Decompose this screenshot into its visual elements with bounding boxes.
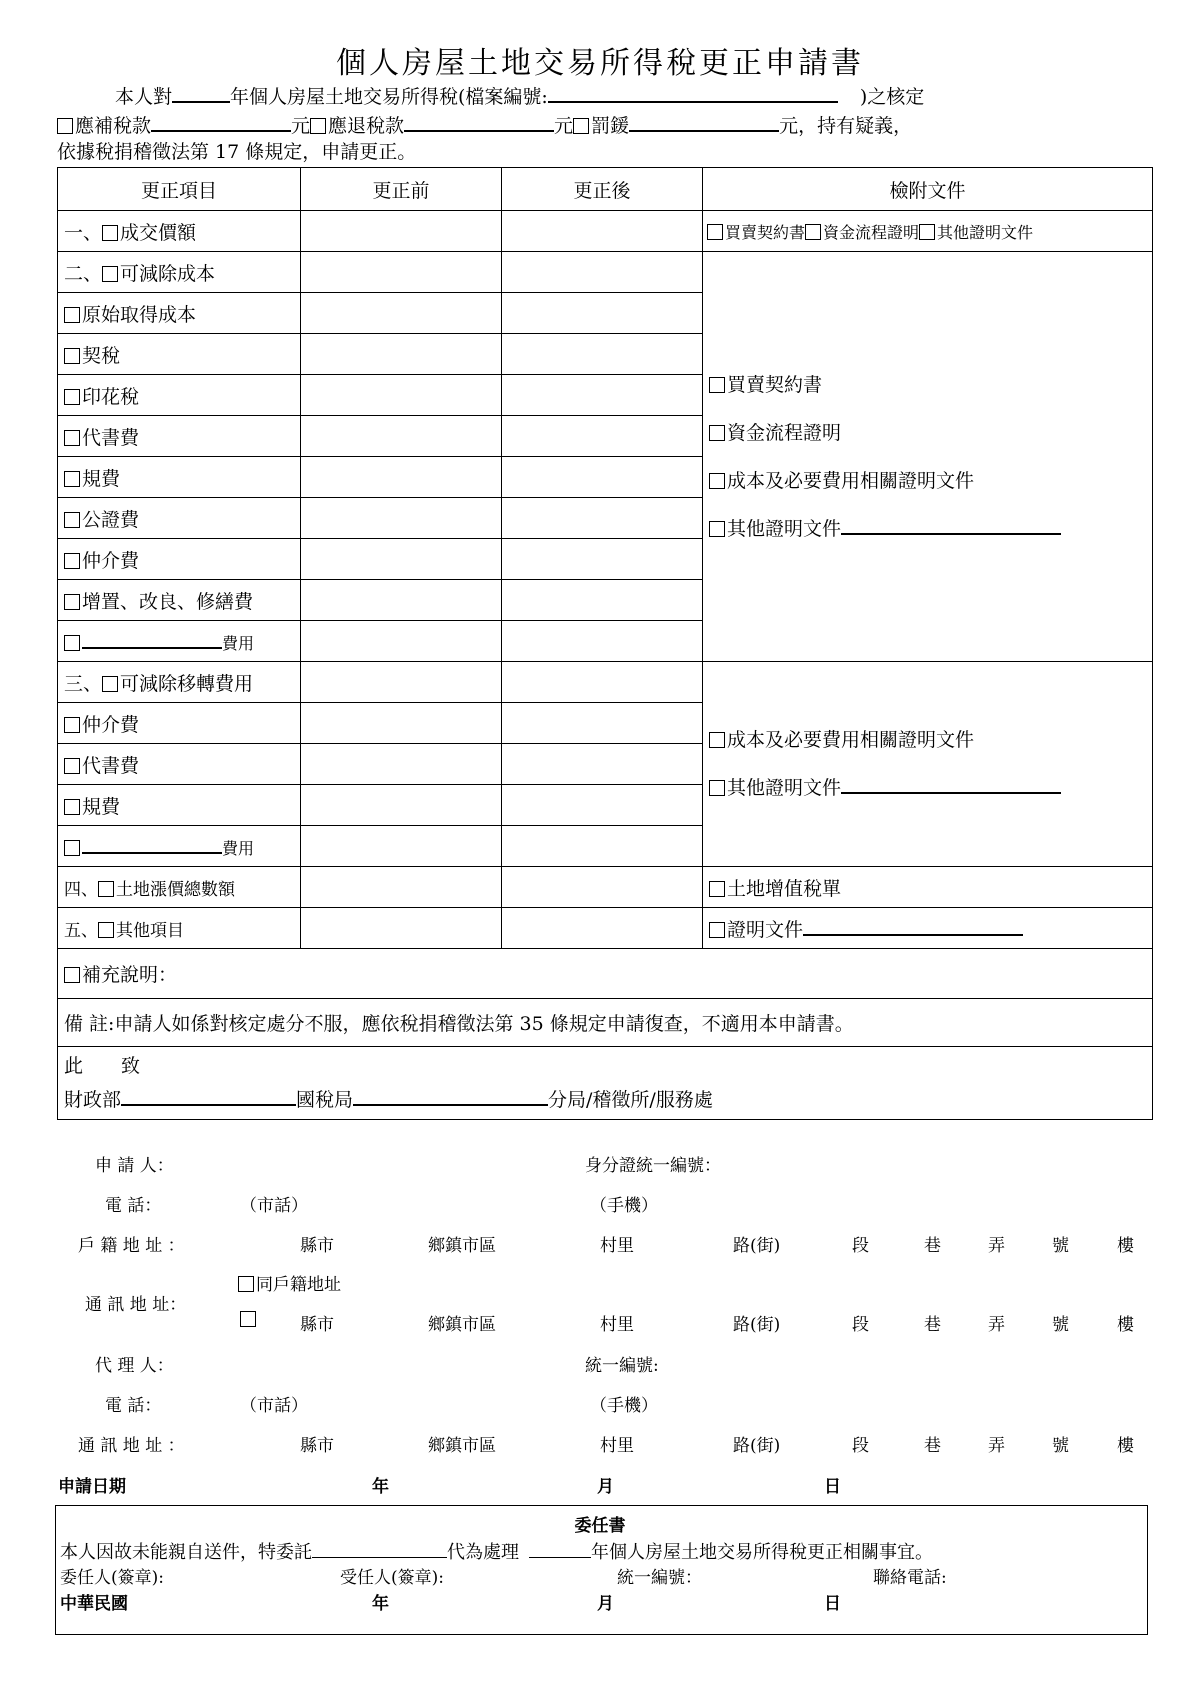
addr-village: 村里 (600, 1236, 634, 1256)
addr-lane: 巷 (924, 1236, 941, 1256)
cost-item (58, 580, 301, 621)
addr-township: 鄉鎮市區 (428, 1436, 496, 1456)
section-label: 可減除成本 (120, 262, 216, 285)
same-household-option (238, 1270, 341, 1295)
item-checkbox[interactable] (64, 840, 80, 856)
item-label: 原始取得成本 (82, 303, 197, 326)
after-cell[interactable] (502, 457, 703, 498)
item-checkbox[interactable] (64, 635, 80, 651)
doc-label: 資金流程證明 (727, 421, 842, 444)
agent-unified-no-label: 統一編號: (585, 1356, 659, 1376)
cost-item (58, 416, 301, 457)
refund-label: 應退稅款 (328, 115, 405, 137)
principal-label: 委任人(簽章): (60, 1568, 164, 1588)
item-checkbox[interactable] (64, 512, 80, 528)
supplement-checkbox[interactable] (64, 967, 80, 983)
before-cell[interactable] (301, 662, 502, 703)
section-number: 三、 (64, 672, 103, 695)
addr-alley: 弄 (988, 1436, 1005, 1456)
apply-date-label: 申請日期 (58, 1477, 126, 1497)
correction-table (57, 167, 1153, 1120)
mof-label: 財政部 (64, 1089, 122, 1111)
mandate-text-c: 年個人房屋土地交易所得稅更正相關事宜。 (591, 1542, 933, 1563)
applicant-label: 申 請 人： (95, 1156, 174, 1176)
item-checkbox[interactable] (64, 553, 80, 569)
before-cell[interactable] (301, 621, 502, 662)
intro-line-1 (115, 83, 924, 109)
doc-checkbox[interactable] (709, 922, 725, 938)
item-checkbox[interactable] (98, 881, 114, 897)
doc-checkbox[interactable] (919, 224, 935, 240)
header-before: 更正前 (301, 168, 502, 211)
item-label: 公證費 (82, 508, 140, 531)
section-number: 一、 (64, 221, 103, 244)
cost-item (58, 457, 301, 498)
item-label: 代書費 (82, 426, 140, 449)
item-checkbox[interactable] (98, 922, 114, 938)
addr-floor: 樓 (1117, 1436, 1134, 1456)
payable-amount-field[interactable] (151, 112, 291, 132)
doc-checkbox[interactable] (709, 425, 725, 441)
after-cell[interactable] (502, 252, 703, 293)
intro-line-3: 依據稅捐稽徵法第 17 條規定，申請更正。 (57, 141, 417, 163)
payable-checkbox[interactable] (57, 118, 73, 134)
agent-phone-label: 電 話： (105, 1396, 162, 1416)
section-number: 二、 (64, 262, 103, 285)
branch-label: 分局/稽徵所/服務處 (548, 1089, 713, 1111)
mandate-day-label: 日 (824, 1594, 841, 1614)
transfer-item-custom (58, 826, 301, 867)
addr-lane: 巷 (924, 1315, 941, 1335)
roc-date-label: 中華民國 (60, 1594, 128, 1614)
doc-line (709, 409, 1146, 457)
mandate-month-label: 月 (597, 1594, 614, 1614)
mandate-text-a: 本人因故未能親自送件，特委託 (60, 1542, 312, 1563)
after-cell[interactable] (502, 211, 703, 252)
household-address-label: 戶 籍 地 址 ： (78, 1236, 185, 1256)
section2-title (58, 252, 301, 293)
item-label: 規費 (82, 795, 121, 818)
item-checkbox[interactable] (102, 676, 118, 692)
intro-text: 本人對 (115, 86, 173, 108)
header-after: 更正後 (502, 168, 703, 211)
other-address-option (240, 1310, 258, 1330)
cost-item (58, 293, 301, 334)
fine-label: 罰鍰 (591, 115, 630, 137)
intro-line-2 (57, 112, 912, 138)
addr-road: 路(街) (733, 1236, 781, 1256)
before-cell[interactable] (301, 580, 502, 621)
item-checkbox[interactable] (64, 594, 80, 610)
doc-line (709, 361, 1146, 409)
after-cell[interactable] (502, 416, 703, 457)
intro-text: )之核定 (859, 86, 925, 108)
proof-doc-field[interactable] (803, 916, 1023, 936)
fee-suffix: 費用 (222, 838, 255, 858)
item-checkbox[interactable] (64, 430, 80, 446)
other-doc-field[interactable] (841, 515, 1061, 535)
item-checkbox[interactable] (64, 348, 80, 364)
item-checkbox[interactable] (64, 389, 80, 405)
doc-checkbox[interactable] (709, 473, 725, 489)
bureau-label: 國稅局 (296, 1089, 354, 1111)
section-label: 可減除移轉費用 (120, 672, 254, 695)
doc-line (709, 716, 1146, 764)
after-cell[interactable] (502, 867, 703, 908)
addr-lane: 巷 (924, 1436, 941, 1456)
after-cell[interactable] (502, 908, 703, 949)
doc-checkbox[interactable] (707, 224, 723, 240)
section-label: 其他項目 (116, 920, 184, 941)
remark-row: 備 註:申請人如係對核定處分不服，應依稅捐稽徵法第 35 條規定申請復查，不適用本申請書。 (58, 999, 1153, 1047)
section3-docs (703, 662, 1153, 867)
after-cell[interactable] (502, 293, 703, 334)
addr-number: 號 (1052, 1315, 1069, 1335)
addr-county: 縣市 (300, 1236, 334, 1256)
addr-number: 號 (1052, 1436, 1069, 1456)
doc-line (709, 505, 1146, 553)
item-checkbox[interactable] (64, 758, 80, 774)
doc-label: 證明文件 (727, 918, 804, 941)
mandatee-field[interactable] (312, 1541, 447, 1558)
bureau-field[interactable] (353, 1086, 548, 1106)
doc-label: 其他證明文件 (727, 777, 842, 799)
doc-label: 資金流程證明 (823, 222, 920, 242)
fine-amount-field[interactable] (629, 112, 779, 132)
addr-road: 路(街) (733, 1315, 781, 1335)
addr-county: 縣市 (300, 1436, 334, 1456)
addr-floor: 樓 (1117, 1315, 1134, 1335)
custom-fee-field[interactable] (82, 834, 222, 854)
before-cell[interactable] (301, 457, 502, 498)
doc-checkbox[interactable] (709, 881, 725, 897)
doc-label: 成本及必要費用相關證明文件 (727, 729, 975, 751)
after-cell[interactable] (502, 621, 703, 662)
after-cell[interactable] (502, 498, 703, 539)
mail-address-label: 通 訊 地 址： (85, 1295, 187, 1315)
file-number-field[interactable] (548, 83, 838, 103)
cost-item (58, 334, 301, 375)
mobile-label: （手機） (590, 1196, 658, 1216)
doc-checkbox[interactable] (709, 732, 725, 748)
mandate-year-label: 年 (372, 1594, 389, 1614)
addr-floor: 樓 (1117, 1236, 1134, 1256)
other-doc-field[interactable] (841, 774, 1061, 794)
addr-alley: 弄 (988, 1315, 1005, 1335)
before-cell[interactable] (301, 416, 502, 457)
doc-checkbox[interactable] (709, 780, 725, 796)
cost-item (58, 375, 301, 416)
doc-label: 其他證明文件 (937, 222, 1034, 242)
doc-label: 土地增值稅單 (727, 877, 842, 900)
mandate-year-field[interactable] (529, 1541, 591, 1558)
before-cell[interactable] (301, 703, 502, 744)
after-cell[interactable] (502, 375, 703, 416)
before-cell[interactable] (301, 498, 502, 539)
mof-field[interactable] (121, 1086, 296, 1106)
mandate-text-b: 代為處理 (447, 1542, 519, 1563)
addr-township: 鄉鎮市區 (428, 1315, 496, 1335)
item-checkbox[interactable] (64, 717, 80, 733)
doc-label: 買賣契約書 (727, 373, 823, 396)
after-cell[interactable] (502, 334, 703, 375)
unit-text: 元，持有疑義， (779, 115, 913, 137)
doc-label: 買賣契約書 (725, 222, 806, 242)
header-item: 更正項目 (58, 168, 301, 211)
phone-label: 電 話： (105, 1196, 162, 1216)
addr-county: 縣市 (300, 1315, 334, 1335)
landline-label: （市話） (240, 1196, 308, 1216)
addr-village: 村里 (600, 1315, 634, 1335)
addressee-line-2 (64, 1083, 1146, 1117)
doc-label: 成本及必要費用相關證明文件 (727, 469, 975, 492)
mandatee-label: 受任人(簽章): (340, 1568, 444, 1588)
doc-checkbox[interactable] (709, 521, 725, 537)
doc-checkbox[interactable] (709, 377, 725, 393)
section4-docs (703, 867, 1153, 908)
before-cell[interactable] (301, 908, 502, 949)
apply-day-label: 日 (824, 1477, 841, 1497)
supplement-row (58, 949, 1153, 999)
fee-suffix: 費用 (222, 633, 255, 653)
tax-year-field[interactable] (172, 83, 230, 103)
custom-fee-field[interactable] (82, 629, 222, 649)
before-cell[interactable] (301, 826, 502, 867)
apply-month-label: 月 (597, 1477, 614, 1497)
before-cell[interactable] (301, 539, 502, 580)
item-checkbox[interactable] (64, 471, 80, 487)
section-number: 四、 (64, 879, 98, 900)
addr-road: 路(街) (733, 1436, 781, 1456)
after-cell[interactable] (502, 539, 703, 580)
after-cell[interactable] (502, 785, 703, 826)
intro-text: 年個人房屋土地交易所得稅(檔案編號: (230, 86, 548, 108)
before-cell[interactable] (301, 785, 502, 826)
doc-line (709, 457, 1146, 505)
item-checkbox[interactable] (102, 225, 118, 241)
header-docs: 檢附文件 (703, 168, 1153, 211)
before-cell[interactable] (301, 293, 502, 334)
before-cell[interactable] (301, 211, 502, 252)
item-label: 契稅 (82, 344, 121, 367)
doc-checkbox[interactable] (805, 224, 821, 240)
section-number: 五、 (64, 920, 98, 941)
mandate-title: 委任書 (574, 1516, 626, 1536)
after-cell[interactable] (502, 580, 703, 621)
section3-title (58, 662, 301, 703)
addr-section: 段 (852, 1236, 869, 1256)
item-label: 印花稅 (82, 385, 140, 408)
agent-mail-address-label: 通 訊 地 址 ： (78, 1436, 185, 1456)
contact-phone-label: 聯絡電話: (873, 1568, 947, 1588)
section4-row (58, 867, 301, 908)
other-address-checkbox[interactable] (240, 1311, 256, 1327)
item-checkbox[interactable] (64, 799, 80, 815)
refund-checkbox[interactable] (310, 118, 326, 134)
before-cell[interactable] (301, 252, 502, 293)
doc-line (709, 764, 1146, 812)
before-cell[interactable] (301, 375, 502, 416)
page-title: 個人房屋土地交易所得稅更正申請書 (336, 46, 864, 81)
agent-mobile-label: （手機） (590, 1396, 658, 1416)
cost-item (58, 539, 301, 580)
doc-label: 其他證明文件 (727, 517, 842, 540)
before-cell[interactable] (301, 334, 502, 375)
item-label: 規費 (82, 467, 121, 490)
before-cell[interactable] (301, 867, 502, 908)
row-transaction-price (58, 211, 301, 252)
addressee-row (58, 1047, 1153, 1120)
unit-text: 元 (291, 115, 311, 137)
item-label: 仲介費 (82, 549, 140, 572)
addr-number: 號 (1052, 1236, 1069, 1256)
cost-item (58, 498, 301, 539)
after-cell[interactable] (502, 744, 703, 785)
addr-village: 村里 (600, 1436, 634, 1456)
mandate-text (60, 1538, 933, 1564)
fine-checkbox[interactable] (573, 118, 589, 134)
payable-label: 應補稅款 (75, 115, 152, 137)
item-checkbox[interactable] (64, 307, 80, 323)
transfer-item (58, 744, 301, 785)
addr-township: 鄉鎮市區 (428, 1236, 496, 1256)
item-label: 代書費 (82, 754, 140, 777)
after-cell[interactable] (502, 826, 703, 867)
transfer-item (58, 785, 301, 826)
item-label: 成交價額 (120, 221, 197, 244)
cost-item-custom (58, 621, 301, 662)
transfer-item (58, 703, 301, 744)
section-label: 土地漲價總數額 (116, 879, 235, 900)
addressee-line-1: 此 致 (64, 1055, 141, 1077)
after-cell[interactable] (502, 703, 703, 744)
addr-section: 段 (852, 1315, 869, 1335)
addr-alley: 弄 (988, 1236, 1005, 1256)
agent-label: 代 理 人： (95, 1356, 174, 1376)
unit-text: 元 (554, 115, 574, 137)
after-cell[interactable] (502, 662, 703, 703)
section2-docs (703, 252, 1153, 662)
addr-section: 段 (852, 1436, 869, 1456)
supplement-label: 補充說明： (82, 964, 178, 986)
same-household-checkbox[interactable] (238, 1276, 254, 1292)
item-checkbox[interactable] (102, 266, 118, 282)
item-label: 增置、改良、修繕費 (82, 590, 254, 613)
apply-year-label: 年 (372, 1477, 389, 1497)
id-number-label: 身分證統一編號： (585, 1156, 721, 1176)
section5-docs (703, 908, 1153, 949)
same-household-label: 同戶籍地址 (256, 1275, 341, 1295)
mandate-unified-no-label: 統一編號： (617, 1568, 702, 1588)
row1-docs (703, 211, 1153, 252)
before-cell[interactable] (301, 744, 502, 785)
agent-landline-label: （市話） (240, 1396, 308, 1416)
item-label: 仲介費 (82, 713, 140, 736)
section5-row (58, 908, 301, 949)
refund-amount-field[interactable] (404, 112, 554, 132)
